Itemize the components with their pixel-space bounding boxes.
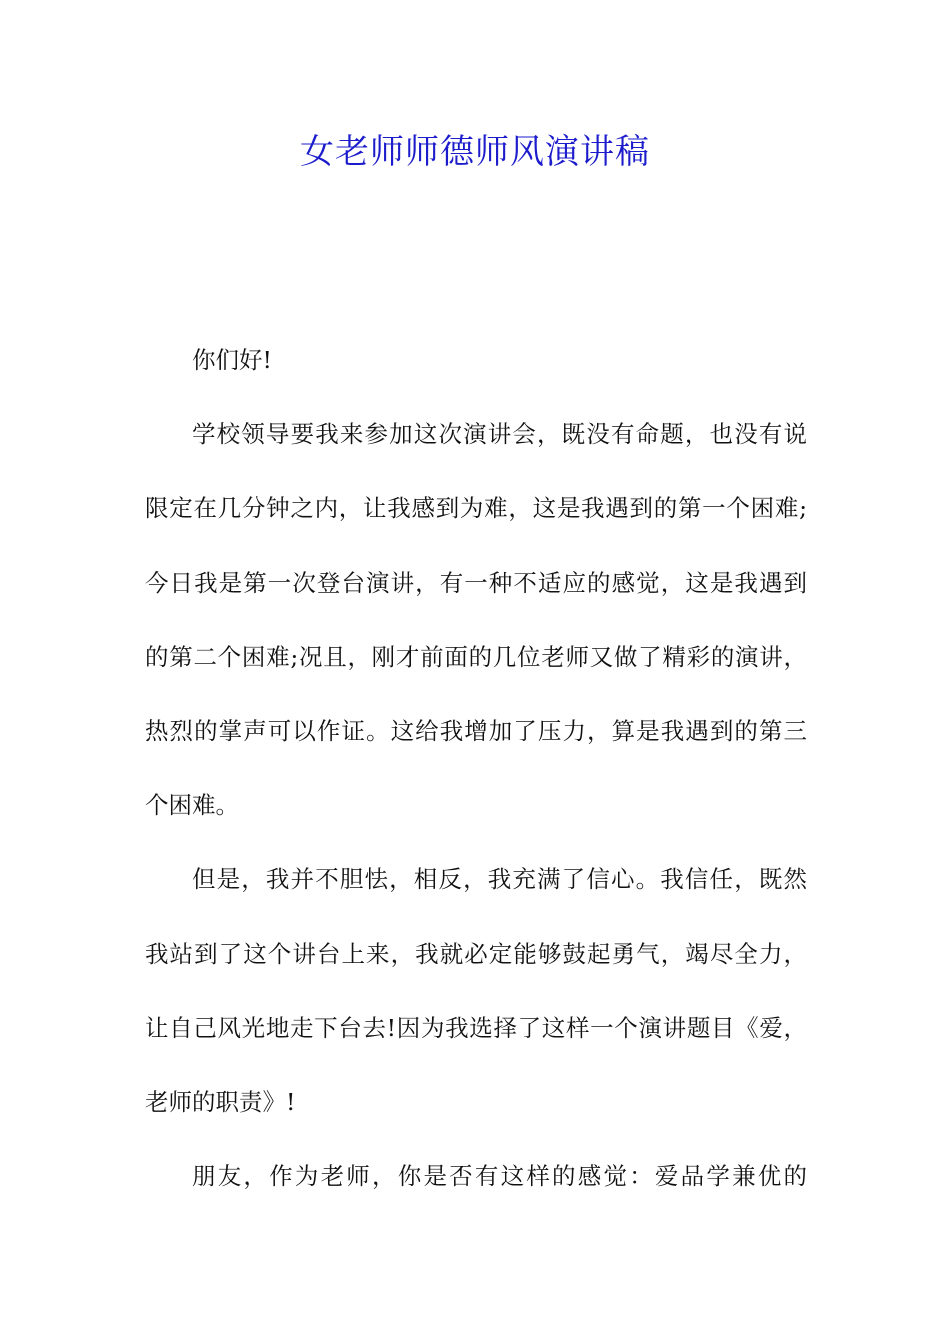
document-title: 女老师师德师风演讲稿 — [300, 132, 650, 172]
body-line: 我站到了这个讲台上来，我就必定能够鼓起勇气，竭尽全力， — [145, 939, 807, 968]
body-line: 你们好! — [192, 346, 272, 374]
body-line: 个困难。 — [145, 791, 239, 820]
body-line: 限定在几分钟之内，让我感到为难，这是我遇到的第一个困难; — [145, 494, 807, 523]
document-body — [145, 336, 807, 1226]
body-line: 让自己风光地走下台去!因为我选择了这样一个演讲题目《爱， — [145, 1013, 807, 1042]
body-line: 的第二个困难;况且，刚才前面的几位老师又做了精彩的演讲， — [145, 642, 807, 671]
body-line: 今日我是第一次登台演讲，有一种不适应的感觉，这是我遇到 — [145, 568, 807, 597]
body-line: 朋友，作为老师，你是否有这样的感觉：爱品学兼优的 — [192, 1162, 807, 1191]
body-line: 老师的职责》! — [145, 1087, 296, 1116]
body-line: 学校领导要我来参加这次演讲会，既没有命题，也没有说 — [192, 420, 807, 449]
body-line: 但是，我并不胆怯，相反，我充满了信心。我信任，既然 — [192, 865, 807, 894]
body-line: 热烈的掌声可以作证。这给我增加了压力，算是我遇到的第三 — [145, 716, 807, 745]
